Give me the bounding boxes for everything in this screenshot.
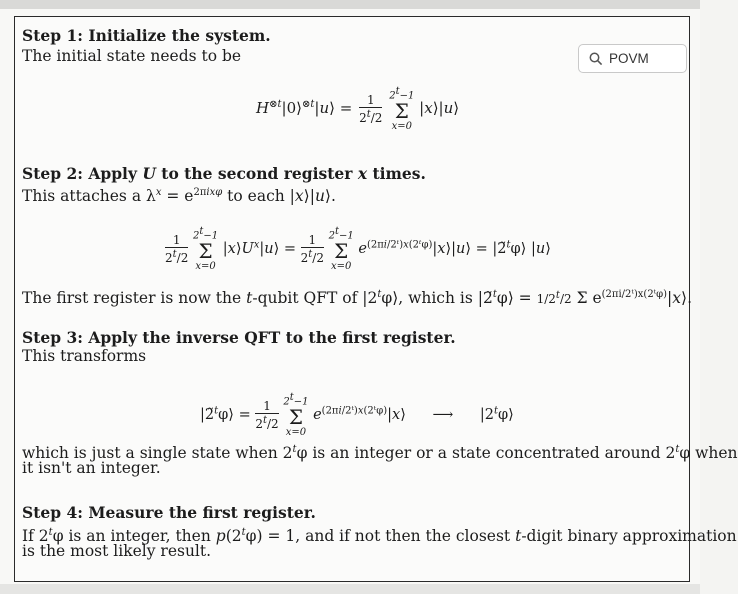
step3-text-2: which is just a single state when 2$^t$φ is an integer or a state concentrated around 2$^t$φ when	[22, 444, 738, 463]
step3-heading: Step 3: Apply the inverse QFT to the first register.	[22, 328, 456, 347]
step2-equation: $\frac{1}{2^t/2}$ $2^t-1$ Σ x=0 $|x⟩U^x|u⟩$ = $\frac{1}{2^t/2}$ $2^t-1$ Σ x=0 $e^{(2\pi i/2ᵗ)x(2ᵗ\varphi)}|x⟩|u⟩$ = |2̃$^t$φ⟩ |u⟩	[165, 226, 551, 273]
step2-heading: Step 2: Apply U to the second register x times.	[22, 164, 426, 183]
step4-text-2: is the most likely result.	[22, 542, 212, 560]
step4-heading: Step 4: Measure the first register.	[22, 503, 316, 522]
step4-text: If 2$^t$φ is an integer, then $p(2^t\varphi) = 1$, and if not then the closest t-digit binary approximation	[22, 527, 737, 546]
search-icon	[589, 52, 603, 66]
step3-text-3: it isn't an integer.	[22, 459, 161, 477]
step1-equation: $H^{\otimes t}|0⟩^{\otimes t}|u⟩$ = $\frac{1}{2^t/2}$ $2^t-1$ Σ x=0 |x⟩|u⟩	[256, 86, 460, 133]
step3-text: This transforms	[22, 347, 147, 365]
search-button[interactable]	[578, 44, 687, 73]
step1-text: The initial state needs to be	[22, 47, 242, 65]
step1-heading: Step 1: Initialize the system.	[22, 26, 271, 45]
search-label: POVM	[609, 51, 649, 66]
step3-equation: |2̃$^t$φ⟩ = $\frac{1}{2^t/2}$ $2^t-1$ Σ x=0 $e^{(2\pi i/2ᵗ)x(2ᵗ\varphi)}|x⟩$ ⟶ |2$^t$φ⟩	[200, 392, 514, 439]
step2-qft-line: The first register is now the t-qubit QFT of |2$^t$φ⟩, which is |2̃$^t$φ⟩ = $1/2^t/2$ Σ $e^{(2\pi i/2ᵗ)x(2ᵗ\varphi)}|x⟩$.	[22, 289, 693, 308]
step2-text: This attaches a $\lambda^x = e^{2\pi ix\varphi}$ to each |x⟩|u⟩.	[22, 187, 336, 206]
bottom-strip	[0, 584, 700, 594]
top-strip	[0, 0, 700, 9]
